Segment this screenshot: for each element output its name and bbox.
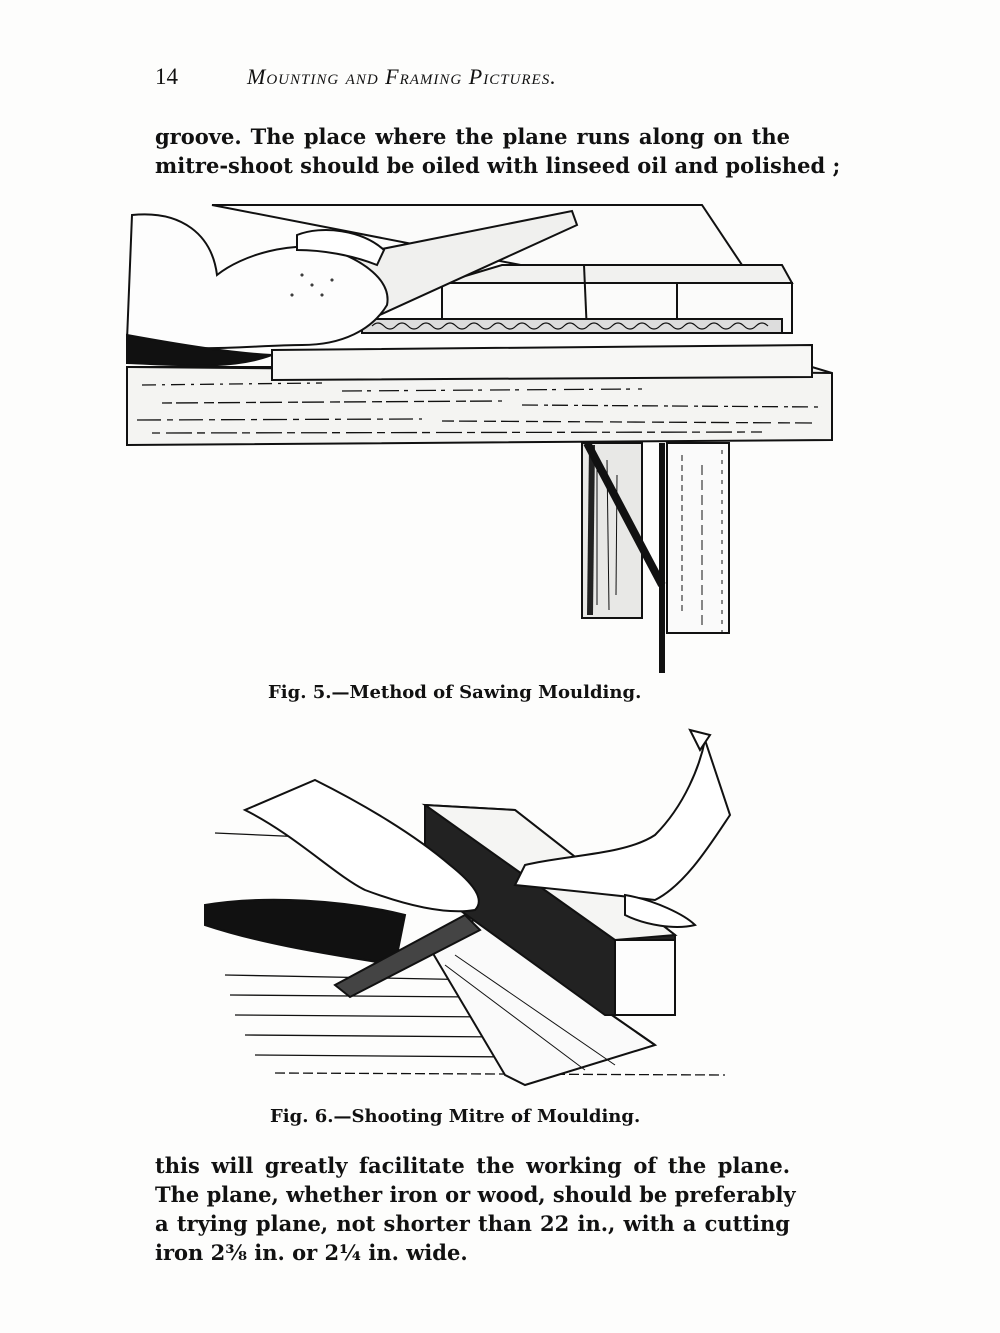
- text-line: mitre-shoot should be oiled with linseed oil and polished ;: [155, 153, 841, 178]
- paragraph-top: [155, 122, 841, 180]
- figure-6-illustration: [185, 725, 745, 1100]
- text-line: a trying plane, not shorter than 22 in., with a cutting: [155, 1211, 790, 1236]
- figure-5-caption: Fig. 5.—Method of Sawing Moulding.: [268, 682, 642, 703]
- page-number: 14: [155, 64, 178, 89]
- text-line: groove. The place where the plane runs along on the: [155, 124, 790, 149]
- sawing-illustration: [122, 195, 842, 677]
- text-line: iron 2⅜ in. or 2¼ in. wide.: [155, 1240, 468, 1265]
- figure-6-caption: Fig. 6.—Shooting Mitre of Moulding.: [270, 1106, 641, 1127]
- paragraph-bottom: [155, 1151, 796, 1267]
- shooting-mitre-illustration: [185, 725, 745, 1100]
- page-header: [155, 64, 805, 98]
- text-line: this will greatly facilitate the working of the plane.: [155, 1153, 790, 1178]
- running-title: Mounting and Framing Pictures.: [247, 64, 557, 89]
- text-line: The plane, whether iron or wood, should be preferably: [155, 1182, 796, 1207]
- figure-5-illustration: [122, 195, 842, 677]
